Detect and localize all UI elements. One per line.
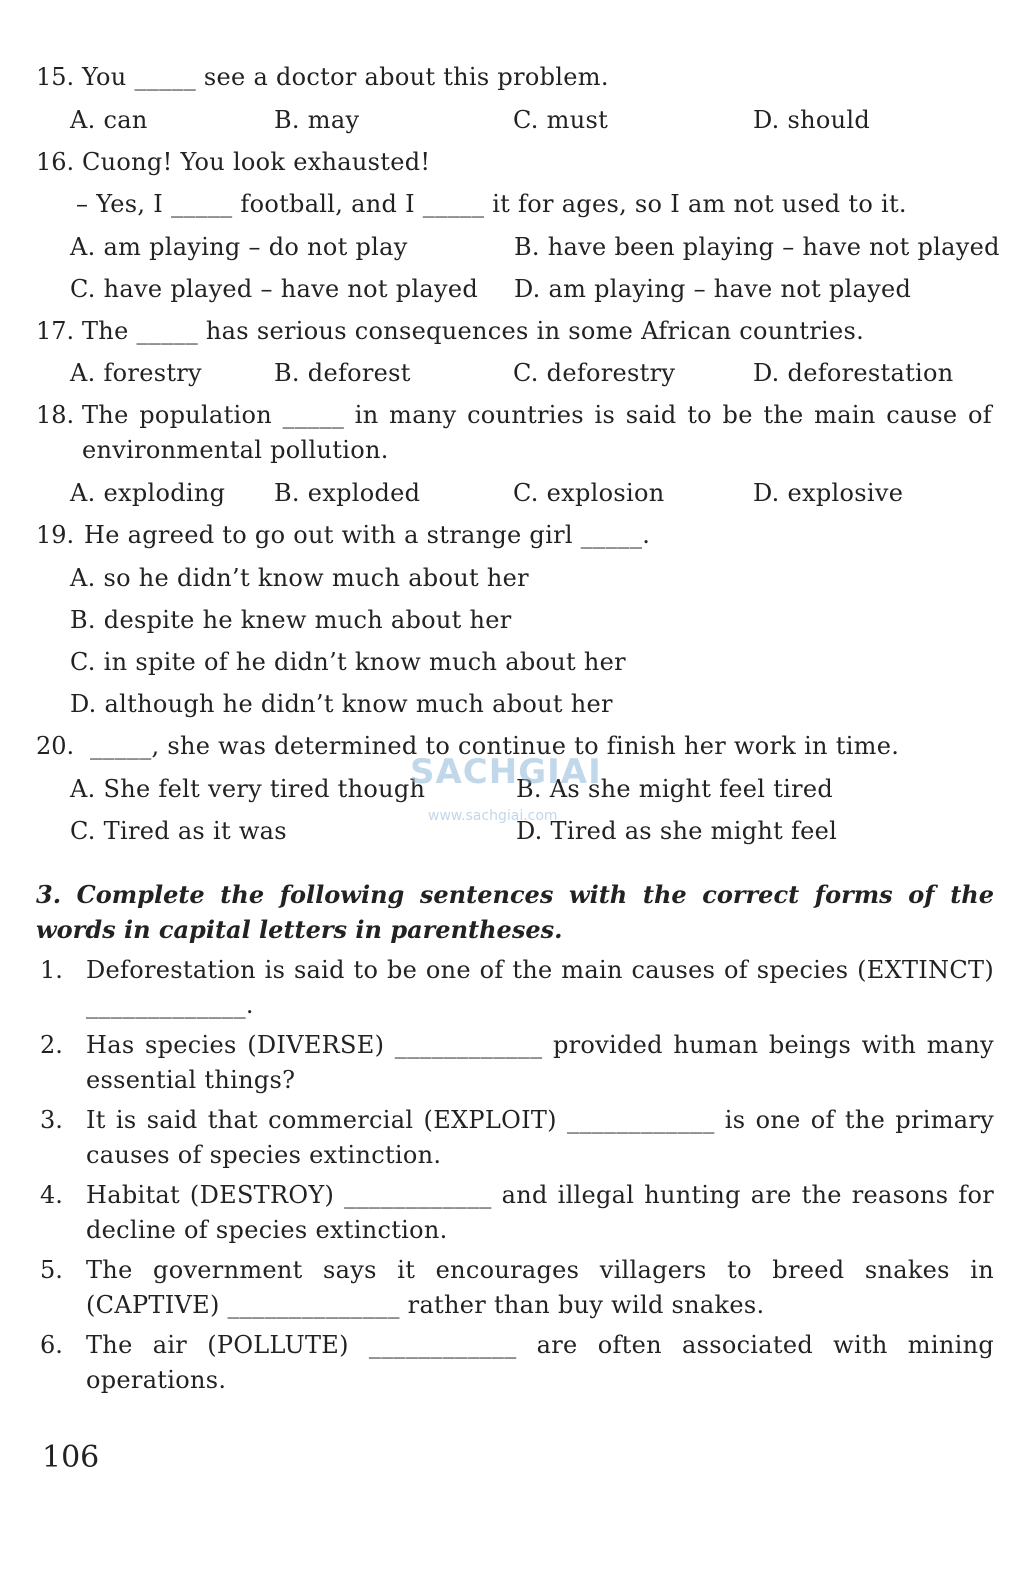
question-stem: He agreed to go out with a strange girl _____. <box>84 521 651 549</box>
option-b: B. As she might feel tired <box>516 775 834 803</box>
item-number: 6. <box>40 1331 63 1359</box>
option-d: D. although he didn’t know much about her <box>70 690 613 718</box>
option-c: C. explosion <box>513 479 665 507</box>
option-d: D. deforestation <box>753 359 954 387</box>
option-d: D. am playing – have not played <box>514 275 912 303</box>
option-c: C. must <box>513 106 609 134</box>
option-b: B. may <box>274 106 360 134</box>
option-a: A. She felt very tired though <box>70 775 426 803</box>
option-d: D. should <box>753 106 871 134</box>
question-reply: – Yes, I _____ football, and I _____ it for ages, so I am not used to it. <box>76 190 907 218</box>
option-b: B. have been playing – have not played <box>514 233 1000 261</box>
option-b: B. despite he knew much about her <box>70 606 512 634</box>
option-a: A. can <box>70 106 148 134</box>
watermark-brand: SACHGIAI <box>410 752 602 792</box>
item-number: 3. <box>40 1106 63 1134</box>
item-text: The air (POLLUTE) ____________ are often associated with mining operations. <box>86 1331 994 1394</box>
question-stem: You _____ see a doctor about this problem. <box>82 63 609 91</box>
option-c: C. deforestry <box>513 359 676 387</box>
question-number: 16. <box>36 148 75 176</box>
option-a: A. am playing – do not play <box>70 233 408 261</box>
option-a: A. forestry <box>70 359 202 387</box>
question-number: 19. <box>36 521 75 549</box>
section-heading: 3. Complete the following sentences with the correct forms of the words in capital letters in parentheses. <box>36 880 994 944</box>
item-text: It is said that commercial (EXPLOIT) ____________ is one of the primary causes of species extinction. <box>86 1106 994 1169</box>
option-c: C. in spite of he didn’t know much about her <box>70 648 626 676</box>
item-number: 4. <box>40 1181 63 1209</box>
question-number: 20. <box>36 732 75 760</box>
watermark-url: www.sachgiai.com <box>428 808 558 824</box>
question-number: 15. <box>36 63 75 91</box>
question-number: 18. <box>36 401 75 429</box>
item-text: The government says it encourages villagers to breed snakes in (CAPTIVE) ______________ rather than buy wild snakes. <box>86 1256 994 1319</box>
watermark-logo <box>410 752 620 842</box>
item-text: Habitat (DESTROY) ____________ and illegal hunting are the reasons for decline of species extinction. <box>86 1181 994 1244</box>
option-d: D. explosive <box>753 479 904 507</box>
item-number: 5. <box>40 1256 63 1284</box>
option-a: A. exploding <box>70 479 226 507</box>
option-a: A. so he didn’t know much about her <box>70 564 529 592</box>
question-stem: _____, she was determined to continue to finish her work in time. <box>90 732 900 760</box>
option-c: C. have played – have not played <box>70 275 479 303</box>
option-b: B. deforest <box>274 359 411 387</box>
item-text: Has species (DIVERSE) ____________ provided human beings with many essential things? <box>86 1031 994 1094</box>
option-b: B. exploded <box>274 479 421 507</box>
item-number: 1. <box>40 956 63 984</box>
page-number: 106 <box>42 1440 100 1475</box>
question-stem: The population _____ in many countries is said to be the main cause of environmental pollution. <box>82 401 992 464</box>
question-stem: Cuong! You look exhausted! <box>82 148 431 176</box>
item-number: 2. <box>40 1031 63 1059</box>
item-text: Deforestation is said to be one of the main causes of species (EXTINCT) _____________. <box>86 956 994 1019</box>
question-stem: The _____ has serious consequences in some African countries. <box>82 317 865 345</box>
option-c: C. Tired as it was <box>70 817 287 845</box>
option-d: D. Tired as she might feel <box>516 817 838 845</box>
question-number: 17. <box>36 317 75 345</box>
